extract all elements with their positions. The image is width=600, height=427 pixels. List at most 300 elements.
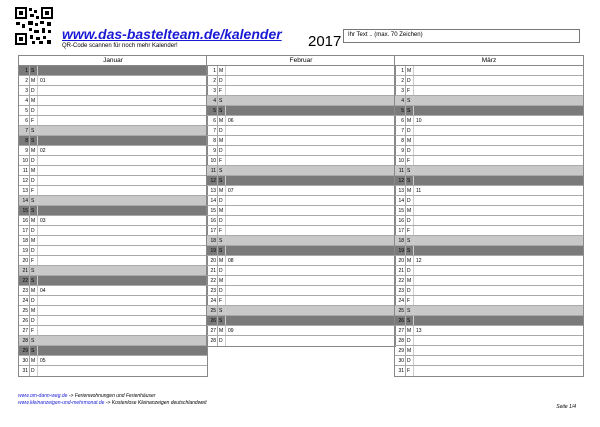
weekday: S — [406, 236, 414, 245]
day-row — [395, 236, 583, 246]
month-column — [206, 55, 396, 347]
week-number — [414, 86, 583, 95]
weekday: S — [218, 246, 226, 255]
weekday: M — [218, 256, 226, 265]
day-row — [207, 236, 395, 246]
weekday: S — [406, 96, 414, 105]
weekday: D — [30, 106, 38, 115]
week-number — [226, 66, 395, 75]
day-row — [19, 126, 207, 136]
month-column — [18, 55, 208, 377]
week-number — [226, 96, 395, 105]
day-number: 9 — [19, 146, 30, 155]
day-number: 27 — [19, 326, 30, 335]
day-row — [19, 346, 207, 356]
day-number: 17 — [395, 226, 406, 235]
day-number: 31 — [395, 366, 406, 376]
weekday: M — [30, 96, 38, 105]
week-number — [38, 246, 207, 255]
weekday: D — [30, 366, 38, 376]
weekday: M — [30, 76, 38, 85]
week-number — [414, 76, 583, 85]
day-row — [395, 326, 583, 336]
day-number: 13 — [19, 186, 30, 195]
day-number: 23 — [19, 286, 30, 295]
day-number: 17 — [19, 226, 30, 235]
weekday: S — [218, 236, 226, 245]
day-row — [207, 296, 395, 306]
weekday: F — [406, 226, 414, 235]
week-number — [414, 176, 583, 185]
custom-text-field[interactable]: Ihr Text .. (max. 70 Zeichen) — [343, 29, 580, 43]
day-row — [395, 216, 583, 226]
day-number: 12 — [19, 176, 30, 185]
footer-note-1: -> Ferienwohnungen und Ferienhäuser — [67, 393, 156, 399]
weekday: S — [30, 126, 38, 135]
day-number: 14 — [395, 196, 406, 205]
day-number: 16 — [207, 216, 218, 225]
day-number: 13 — [207, 186, 218, 195]
day-row — [19, 136, 207, 146]
day-number: 25 — [395, 306, 406, 315]
week-number — [38, 166, 207, 175]
weekday: M — [30, 286, 38, 295]
day-row — [395, 186, 583, 196]
weekday: F — [218, 86, 226, 95]
day-number: 23 — [207, 286, 218, 295]
day-row — [207, 86, 395, 96]
weekday: S — [406, 106, 414, 115]
day-number: 1 — [395, 66, 406, 75]
week-number — [414, 346, 583, 355]
weekday: D — [218, 196, 226, 205]
week-number — [414, 316, 583, 325]
footer-link-1[interactable]: www.om-dann-weg.de — [18, 393, 68, 399]
day-row — [207, 246, 395, 256]
weekday: M — [30, 356, 38, 365]
week-number — [414, 336, 583, 345]
year-title: 2017 — [308, 33, 342, 50]
day-row — [207, 326, 395, 336]
day-number: 11 — [207, 166, 218, 175]
day-number: 20 — [395, 256, 406, 265]
day-row — [395, 106, 583, 116]
day-number: 26 — [395, 316, 406, 325]
month-header: Februar — [207, 56, 395, 66]
weekday: M — [218, 206, 226, 215]
weekday: M — [406, 346, 414, 355]
day-number: 19 — [19, 246, 30, 255]
day-number: 24 — [207, 296, 218, 305]
week-number — [226, 76, 395, 85]
week-number — [38, 116, 207, 125]
day-number: 19 — [207, 246, 218, 255]
weekday: F — [406, 366, 414, 376]
weekday: S — [406, 166, 414, 175]
weekday: S — [30, 336, 38, 345]
week-number — [414, 146, 583, 155]
day-number: 30 — [19, 356, 30, 365]
day-row — [395, 146, 583, 156]
week-number — [226, 86, 395, 95]
day-row — [207, 76, 395, 86]
week-number — [38, 336, 207, 345]
weekday: M — [406, 256, 414, 265]
week-number: 05 — [40, 358, 46, 364]
day-number: 20 — [207, 256, 218, 265]
day-number: 28 — [395, 336, 406, 345]
weekday: S — [218, 106, 226, 115]
day-row — [19, 246, 207, 256]
day-row — [395, 286, 583, 296]
month-column — [394, 55, 584, 377]
weekday: M — [30, 146, 38, 155]
week-number — [414, 356, 583, 365]
day-number: 26 — [207, 316, 218, 325]
weekday: M — [406, 206, 414, 215]
week-number — [226, 246, 395, 255]
week-number — [414, 96, 583, 105]
week-number — [38, 346, 207, 355]
day-row — [395, 86, 583, 96]
week-number — [38, 186, 207, 195]
week-number — [414, 156, 583, 165]
day-row — [395, 366, 583, 376]
day-row — [207, 216, 395, 226]
week-number — [38, 226, 207, 235]
week-number: 03 — [40, 218, 46, 224]
day-row — [19, 356, 207, 366]
week-number — [38, 236, 207, 245]
day-number: 15 — [207, 206, 218, 215]
day-row — [395, 96, 583, 106]
day-number: 23 — [395, 286, 406, 295]
day-row — [207, 306, 395, 316]
weekday: M — [218, 66, 226, 75]
day-row — [19, 316, 207, 326]
day-number: 22 — [207, 276, 218, 285]
day-number: 5 — [395, 106, 406, 115]
day-row — [19, 206, 207, 216]
weekday: S — [406, 176, 414, 185]
week-number — [38, 276, 207, 285]
week-number — [414, 276, 583, 285]
day-row — [207, 126, 395, 136]
day-number: 17 — [207, 226, 218, 235]
weekday: D — [406, 216, 414, 225]
day-number: 3 — [19, 86, 30, 95]
day-number: 1 — [19, 66, 30, 75]
week-number — [226, 156, 395, 165]
week-number — [38, 176, 207, 185]
day-row — [395, 206, 583, 216]
weekday: D — [30, 296, 38, 305]
weekday: M — [406, 276, 414, 285]
weekday: F — [406, 156, 414, 165]
weekday: S — [30, 206, 38, 215]
week-number — [38, 156, 207, 165]
weekday: S — [218, 96, 226, 105]
day-number: 11 — [19, 166, 30, 175]
day-number: 10 — [395, 156, 406, 165]
day-row — [19, 226, 207, 236]
day-number: 10 — [19, 156, 30, 165]
week-number — [414, 136, 583, 145]
day-number: 28 — [207, 336, 218, 346]
day-row — [395, 196, 583, 206]
day-row — [19, 236, 207, 246]
weekday: S — [406, 306, 414, 315]
day-row — [395, 266, 583, 276]
weekday: D — [406, 126, 414, 135]
weekday: F — [30, 326, 38, 335]
day-number: 2 — [19, 76, 30, 85]
weekday: M — [218, 276, 226, 285]
day-row — [19, 366, 207, 376]
day-number: 6 — [19, 116, 30, 125]
week-number — [38, 296, 207, 305]
weekday: D — [406, 266, 414, 275]
day-row — [207, 266, 395, 276]
week-number — [226, 126, 395, 135]
weekday: M — [406, 186, 414, 195]
week-number: 13 — [416, 328, 422, 334]
week-number — [414, 306, 583, 315]
weekday: M — [406, 136, 414, 145]
weekday: D — [30, 246, 38, 255]
week-number — [38, 66, 207, 75]
weekday: S — [218, 176, 226, 185]
day-number: 1 — [207, 66, 218, 75]
weekday: M — [30, 216, 38, 225]
day-number: 22 — [19, 276, 30, 285]
weekday: F — [30, 116, 38, 125]
month-header: März — [395, 56, 583, 66]
day-row — [19, 326, 207, 336]
weekday: D — [218, 76, 226, 85]
week-number — [38, 366, 207, 376]
weekday: D — [406, 76, 414, 85]
day-number: 24 — [395, 296, 406, 305]
week-number — [38, 136, 207, 145]
day-number: 12 — [395, 176, 406, 185]
day-number: 7 — [207, 126, 218, 135]
day-row — [395, 156, 583, 166]
day-number: 2 — [395, 76, 406, 85]
day-number: 9 — [207, 146, 218, 155]
weekday: F — [218, 296, 226, 305]
week-number — [414, 106, 583, 115]
weekday: D — [218, 336, 226, 346]
day-row — [207, 196, 395, 206]
week-number — [414, 366, 583, 376]
day-row — [395, 166, 583, 176]
day-number: 18 — [395, 236, 406, 245]
day-number: 6 — [395, 116, 406, 125]
week-number — [38, 316, 207, 325]
week-number — [414, 196, 583, 205]
week-number — [414, 266, 583, 275]
weekday: S — [30, 266, 38, 275]
day-row — [207, 256, 395, 266]
week-number — [38, 106, 207, 115]
day-number: 27 — [395, 326, 406, 335]
weekday: D — [406, 286, 414, 295]
week-number — [226, 206, 395, 215]
website-link[interactable]: www.das-bastelteam.de/kalender — [62, 26, 282, 42]
day-number: 3 — [207, 86, 218, 95]
week-number — [38, 326, 207, 335]
day-row — [19, 196, 207, 206]
day-row — [395, 226, 583, 236]
day-row — [395, 336, 583, 346]
day-row — [395, 296, 583, 306]
day-row — [207, 276, 395, 286]
week-number — [38, 86, 207, 95]
weekday: S — [406, 316, 414, 325]
day-row — [395, 116, 583, 126]
week-number — [226, 106, 395, 115]
day-row — [19, 146, 207, 156]
day-number: 26 — [19, 316, 30, 325]
weekday: S — [30, 66, 38, 75]
week-number — [226, 136, 395, 145]
weekday: S — [406, 246, 414, 255]
day-number: 21 — [395, 266, 406, 275]
weekday: D — [30, 86, 38, 95]
day-row — [207, 336, 395, 346]
week-number — [38, 96, 207, 105]
day-row — [19, 96, 207, 106]
day-number: 25 — [207, 306, 218, 315]
weekday: D — [218, 216, 226, 225]
weekday: D — [218, 286, 226, 295]
day-number: 15 — [19, 206, 30, 215]
day-row — [207, 106, 395, 116]
day-row — [19, 306, 207, 316]
week-number — [38, 256, 207, 265]
weekday: M — [218, 116, 226, 125]
day-row — [19, 286, 207, 296]
day-row — [395, 306, 583, 316]
weekday: M — [406, 116, 414, 125]
week-number — [226, 336, 395, 346]
week-number: 09 — [228, 328, 234, 334]
weekday: F — [30, 186, 38, 195]
weekday: D — [30, 156, 38, 165]
weekday: D — [30, 176, 38, 185]
week-number: 06 — [228, 118, 234, 124]
day-row — [19, 266, 207, 276]
day-row — [395, 316, 583, 326]
day-row — [19, 66, 207, 76]
day-row — [207, 96, 395, 106]
day-row — [207, 286, 395, 296]
footer-links — [18, 393, 207, 407]
day-row — [19, 336, 207, 346]
day-number: 24 — [19, 296, 30, 305]
weekday: M — [218, 136, 226, 145]
day-row — [19, 106, 207, 116]
week-number — [414, 226, 583, 235]
day-number: 5 — [19, 106, 30, 115]
week-number — [226, 216, 395, 225]
weekday: M — [218, 326, 226, 335]
week-number — [414, 66, 583, 75]
day-number: 29 — [395, 346, 406, 355]
week-number — [38, 306, 207, 315]
week-number — [38, 196, 207, 205]
qr-code-icon — [14, 6, 54, 46]
weekday: S — [218, 306, 226, 315]
week-number — [38, 206, 207, 215]
day-row — [19, 276, 207, 286]
week-number — [226, 166, 395, 175]
day-row — [19, 166, 207, 176]
weekday: D — [406, 146, 414, 155]
day-number: 13 — [395, 186, 406, 195]
day-row — [207, 176, 395, 186]
week-number — [38, 266, 207, 275]
weekday: D — [218, 146, 226, 155]
week-number — [226, 146, 395, 155]
day-row — [207, 116, 395, 126]
weekday: S — [218, 166, 226, 175]
day-row — [395, 76, 583, 86]
day-number: 12 — [207, 176, 218, 185]
week-number — [414, 246, 583, 255]
day-number: 9 — [395, 146, 406, 155]
week-number — [226, 196, 395, 205]
week-number: 02 — [40, 148, 46, 154]
day-row — [207, 226, 395, 236]
day-number: 16 — [19, 216, 30, 225]
day-row — [19, 216, 207, 226]
day-number: 30 — [395, 356, 406, 365]
day-row — [19, 86, 207, 96]
day-number: 7 — [395, 126, 406, 135]
day-number: 3 — [395, 86, 406, 95]
week-number — [226, 176, 395, 185]
day-number: 15 — [395, 206, 406, 215]
week-number — [226, 276, 395, 285]
day-row — [395, 246, 583, 256]
day-row — [395, 126, 583, 136]
month-header: Januar — [19, 56, 207, 66]
week-number: 04 — [40, 288, 46, 294]
weekday: S — [30, 346, 38, 355]
day-number: 5 — [207, 106, 218, 115]
page-number: Seite 1/4 — [556, 404, 576, 410]
day-row — [19, 296, 207, 306]
day-row — [395, 346, 583, 356]
week-number — [414, 206, 583, 215]
week-number: 11 — [416, 188, 422, 194]
day-row — [207, 156, 395, 166]
day-row — [207, 316, 395, 326]
footer-link-2[interactable]: www.kleinanzeigen-und-mehrmonat.de — [18, 400, 105, 406]
day-number: 8 — [207, 136, 218, 145]
week-number — [414, 216, 583, 225]
weekday: M — [406, 326, 414, 335]
day-number: 20 — [19, 256, 30, 265]
week-number — [414, 286, 583, 295]
day-row — [395, 66, 583, 76]
day-number: 18 — [19, 236, 30, 245]
day-row — [395, 176, 583, 186]
day-number: 14 — [207, 196, 218, 205]
qr-code — [14, 6, 54, 46]
